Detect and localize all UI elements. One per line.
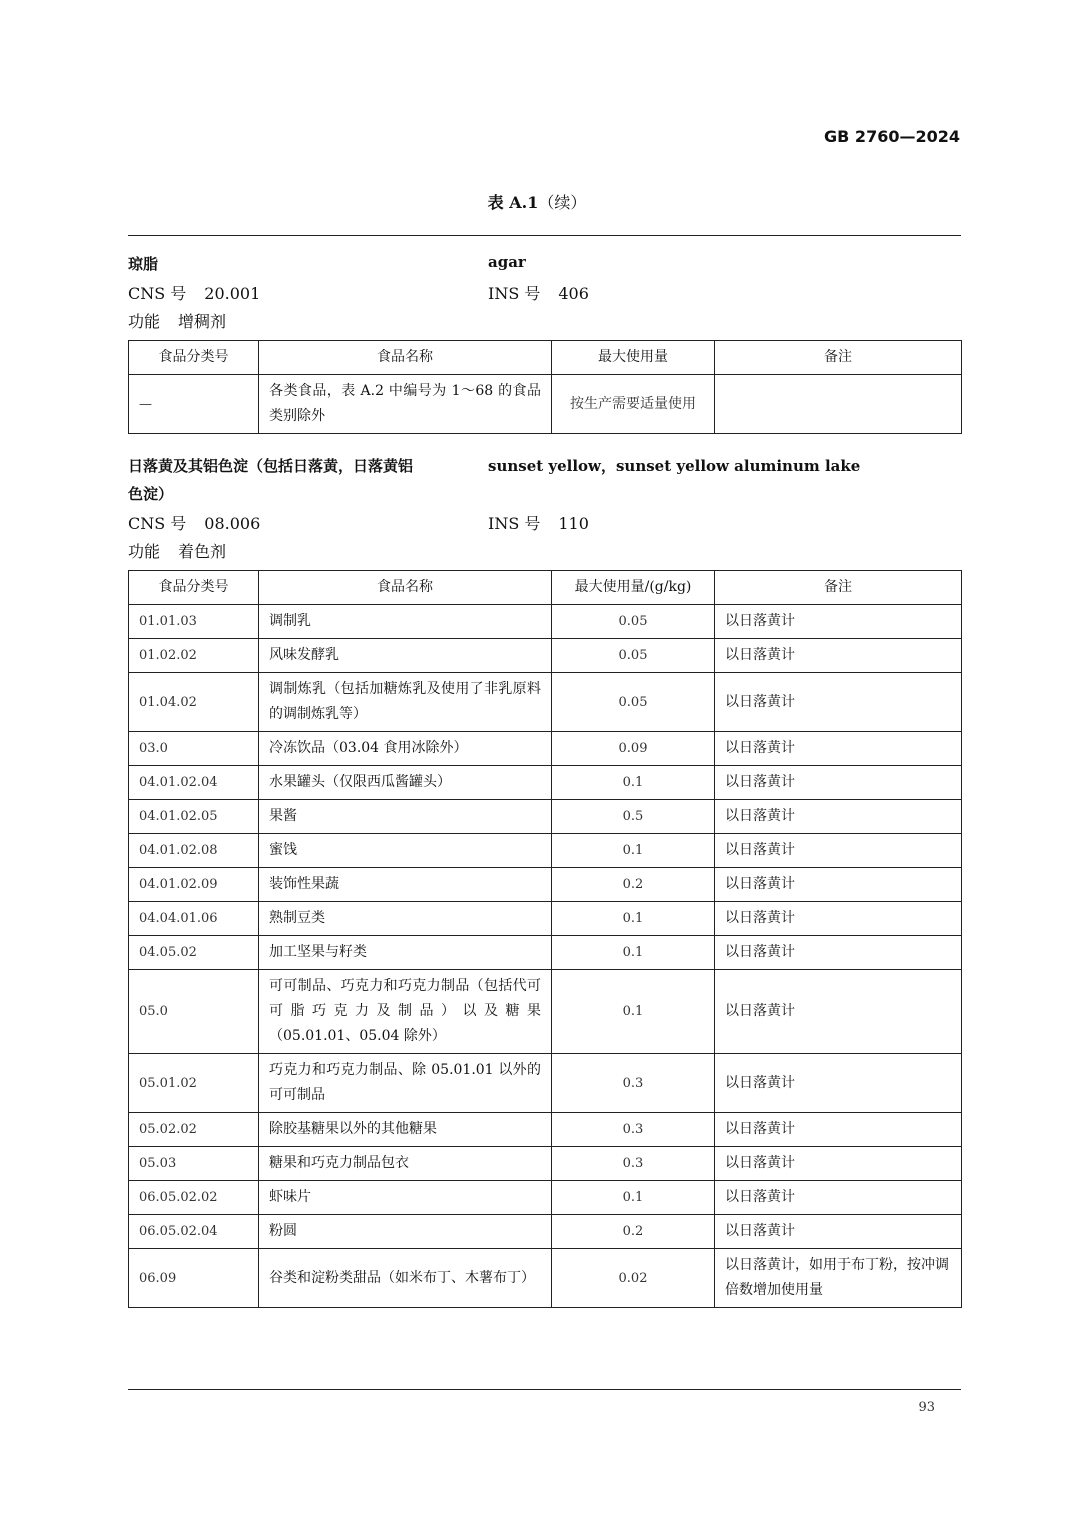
func-value: 着色剂 <box>178 542 227 561</box>
sunset-table-wrap <box>128 570 961 1308</box>
cell-name: 虾味片 <box>259 1181 552 1215</box>
cell-amount: 0.1 <box>552 834 715 868</box>
cell-amount: 0.5 <box>552 800 715 834</box>
cell-code: 05.02.02 <box>129 1113 259 1147</box>
cell-amount: 0.1 <box>552 766 715 800</box>
cell-note: 以日落黄计 <box>715 732 962 766</box>
sunset-table <box>128 570 962 1308</box>
table-row <box>129 732 962 766</box>
cell-code: 04.01.02.04 <box>129 766 259 800</box>
cell-code: 01.02.02 <box>129 639 259 673</box>
func-label: 功能 <box>128 312 161 331</box>
page-number: 93 <box>918 1400 935 1415</box>
sunset-cns <box>128 511 260 534</box>
col-header-code: 食品分类号 <box>129 341 259 375</box>
col-header-note: 备注 <box>715 571 962 605</box>
cell-code: 05.01.02 <box>129 1054 259 1113</box>
table-row <box>129 902 962 936</box>
cell-note: 以日落黄计，如用于布丁粉，按冲调倍数增加使用量 <box>715 1249 962 1308</box>
cell-code: 04.01.02.09 <box>129 868 259 902</box>
table-row <box>129 1181 962 1215</box>
cell-code: 03.0 <box>129 732 259 766</box>
cell-amount: 0.05 <box>552 673 715 732</box>
cell-note: 以日落黄计 <box>715 1113 962 1147</box>
table-row <box>129 868 962 902</box>
table-header-row <box>129 341 962 375</box>
table-row <box>129 1147 962 1181</box>
cell-amount: 0.2 <box>552 868 715 902</box>
table-row <box>129 639 962 673</box>
table-row <box>129 1113 962 1147</box>
func-label: 功能 <box>128 542 161 561</box>
cell-code: 01.04.02 <box>129 673 259 732</box>
cell-name: 冷冻饮品（03.04 食用冰除外） <box>259 732 552 766</box>
col-header-amount: 最大使用量/(g/kg) <box>552 571 715 605</box>
table-row <box>129 766 962 800</box>
agar-block <box>128 253 961 337</box>
table-row <box>129 1054 962 1113</box>
cell-amount: 0.1 <box>552 1181 715 1215</box>
cell-amount: 0.05 <box>552 639 715 673</box>
cns-label: CNS 号 <box>128 284 187 303</box>
agar-table <box>128 340 962 434</box>
cell-code: 04.01.02.08 <box>129 834 259 868</box>
cell-code: 04.05.02 <box>129 936 259 970</box>
cell-note: 以日落黄计 <box>715 970 962 1054</box>
cell-name: 巧克力和巧克力制品、除 05.01.01 以外的可可制品 <box>259 1054 552 1113</box>
cell-amount: 按生产需要适量使用 <box>552 375 715 434</box>
cell-amount: 0.2 <box>552 1215 715 1249</box>
cell-code: 04.04.01.06 <box>129 902 259 936</box>
sunset-block <box>128 455 961 567</box>
cell-name: 果酱 <box>259 800 552 834</box>
table-row <box>129 1215 962 1249</box>
standard-code: GB 2760—2024 <box>824 127 960 146</box>
cell-note: 以日落黄计 <box>715 868 962 902</box>
cell-name: 可可制品、巧克力和巧克力制品（包括代可可脂巧克力及制品）以及糖果（05.01.01、05.04 除外） <box>259 970 552 1054</box>
cell-code: 04.01.02.05 <box>129 800 259 834</box>
bottom-rule <box>128 1389 961 1390</box>
cell-amount: 0.3 <box>552 1147 715 1181</box>
cell-code: 06.05.02.02 <box>129 1181 259 1215</box>
agar-ins <box>488 281 589 304</box>
cell-name: 水果罐头（仅限西瓜酱罐头） <box>259 766 552 800</box>
cell-note: 以日落黄计 <box>715 1147 962 1181</box>
cell-name: 装饰性果蔬 <box>259 868 552 902</box>
cell-name: 除胶基糖果以外的其他糖果 <box>259 1113 552 1147</box>
agar-cns <box>128 281 260 304</box>
agar-table-wrap <box>128 340 961 434</box>
cell-code: — <box>129 375 259 434</box>
table-title-main: 表 A.1 <box>487 193 539 212</box>
sunset-cn-name-line1: 日落黄及其铝色淀（包括日落黄，日落黄铝 <box>128 457 414 475</box>
cell-note: 以日落黄计 <box>715 1181 962 1215</box>
sunset-ins <box>488 511 589 534</box>
cell-note: 以日落黄计 <box>715 800 962 834</box>
cell-amount: 0.1 <box>552 936 715 970</box>
cell-code: 01.01.03 <box>129 605 259 639</box>
cns-label: CNS 号 <box>128 514 187 533</box>
cell-note: 以日落黄计 <box>715 639 962 673</box>
cell-amount: 0.09 <box>552 732 715 766</box>
col-header-code: 食品分类号 <box>129 571 259 605</box>
col-header-note: 备注 <box>715 341 962 375</box>
table-row <box>129 800 962 834</box>
ins-value: 110 <box>558 514 589 533</box>
cell-note: 以日落黄计 <box>715 673 962 732</box>
cell-name: 谷类和淀粉类甜品（如米布丁、木薯布丁） <box>259 1249 552 1308</box>
cell-amount: 0.3 <box>552 1113 715 1147</box>
top-rule <box>128 235 961 236</box>
agar-cn-name: 琼脂 <box>128 255 159 273</box>
func-value: 增稠剂 <box>178 312 227 331</box>
table-row <box>129 1249 962 1308</box>
table-title <box>0 190 1074 213</box>
ins-label: INS 号 <box>488 514 541 533</box>
table-row <box>129 673 962 732</box>
cell-name: 粉圆 <box>259 1215 552 1249</box>
ins-label: INS 号 <box>488 284 541 303</box>
cell-note <box>715 375 962 434</box>
cns-value: 20.001 <box>204 284 261 303</box>
cell-name: 调制炼乳（包括加糖炼乳及使用了非乳原料的调制炼乳等） <box>259 673 552 732</box>
cell-code: 06.09 <box>129 1249 259 1308</box>
table-row <box>129 375 962 434</box>
agar-en-name: agar <box>488 253 526 271</box>
cns-value: 08.006 <box>204 514 261 533</box>
col-header-name: 食品名称 <box>259 571 552 605</box>
table-row <box>129 970 962 1054</box>
cell-amount: 0.1 <box>552 970 715 1054</box>
cell-amount: 0.02 <box>552 1249 715 1308</box>
cell-name: 调制乳 <box>259 605 552 639</box>
table-header-row <box>129 571 962 605</box>
cell-note: 以日落黄计 <box>715 766 962 800</box>
sunset-cn-name-line2: 色淀） <box>128 485 174 503</box>
cell-amount: 0.1 <box>552 902 715 936</box>
cell-note: 以日落黄计 <box>715 605 962 639</box>
cell-name: 风味发酵乳 <box>259 639 552 673</box>
cell-note: 以日落黄计 <box>715 834 962 868</box>
cell-amount: 0.05 <box>552 605 715 639</box>
cell-name: 各类食品，表 A.2 中编号为 1～68 的食品类别除外 <box>259 375 552 434</box>
sunset-function <box>128 539 226 562</box>
cell-code: 05.03 <box>129 1147 259 1181</box>
table-row <box>129 936 962 970</box>
cell-name: 蜜饯 <box>259 834 552 868</box>
cell-code: 05.0 <box>129 970 259 1054</box>
cell-note: 以日落黄计 <box>715 936 962 970</box>
cell-note: 以日落黄计 <box>715 902 962 936</box>
table-title-cont: （续） <box>538 193 587 212</box>
table-row <box>129 605 962 639</box>
ins-value: 406 <box>558 284 589 303</box>
cell-name: 糖果和巧克力制品包衣 <box>259 1147 552 1181</box>
cell-name: 熟制豆类 <box>259 902 552 936</box>
cell-amount: 0.3 <box>552 1054 715 1113</box>
sunset-en-name: sunset yellow，sunset yellow aluminum lake <box>488 457 861 475</box>
agar-function <box>128 309 226 332</box>
table-row <box>129 834 962 868</box>
cell-note: 以日落黄计 <box>715 1054 962 1113</box>
col-header-name: 食品名称 <box>259 341 552 375</box>
col-header-amount: 最大使用量 <box>552 341 715 375</box>
cell-name: 加工坚果与籽类 <box>259 936 552 970</box>
cell-code: 06.05.02.04 <box>129 1215 259 1249</box>
cell-note: 以日落黄计 <box>715 1215 962 1249</box>
